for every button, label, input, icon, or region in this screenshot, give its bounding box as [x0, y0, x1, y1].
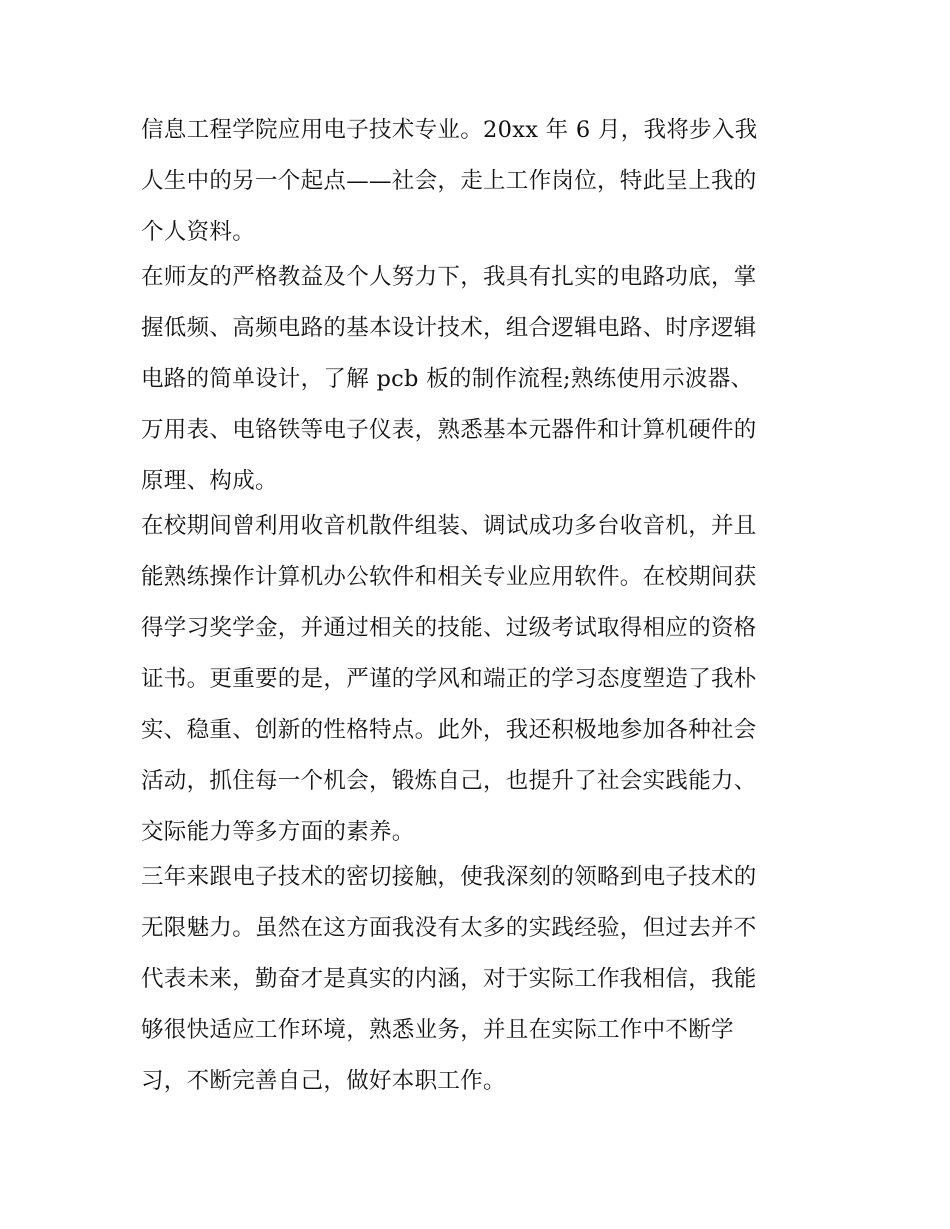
- text-line: 得学习奖学金，并通过相关的技能、过级考试取得相应的资格: [141, 615, 757, 641]
- document-body: [141, 110, 821, 1112]
- text-line: 习，不断完善自己，做好本职工作。: [141, 1068, 506, 1094]
- paragraph-1: [141, 110, 821, 257]
- text-line: 活动，抓住每一个机会，锻炼自己，也提升了社会实践能力、: [141, 768, 757, 794]
- text-line: 实、稳重、创新的性格特点。此外，我还积极地参加各种社会: [141, 717, 757, 743]
- text-line: 信息工程学院应用电子技术专业。20xx 年 6 月，我将步入我: [141, 117, 758, 143]
- paragraph-3: [141, 506, 821, 857]
- paragraph-2: [141, 257, 821, 506]
- text-line: 三年来跟电子技术的密切接触，使我深刻的领略到电子技术的: [141, 864, 757, 890]
- text-line: 握低频、高频电路的基本设计技术，组合逻辑电路、时序逻辑: [141, 315, 757, 341]
- text-line: 万用表、电铬铁等电子仪表，熟悉基本元器件和计算机硬件的: [141, 417, 757, 443]
- text-line: 能熟练操作计算机办公软件和相关专业应用软件。在校期间获: [141, 564, 757, 590]
- text-line: 原理、构成。: [141, 468, 278, 494]
- text-line: 电路的简单设计，了解 pcb 板的制作流程;熟练使用示波器、: [141, 366, 754, 392]
- text-line: 够很快适应工作环境，熟悉业务，并且在实际工作中不断学: [141, 1017, 734, 1043]
- text-line: 在校期间曾利用收音机散件组装、调试成功多台收音机，并且: [141, 513, 757, 539]
- text-line: 个人资料。: [141, 219, 256, 245]
- text-line: 交际能力等多方面的素养。: [141, 819, 415, 845]
- text-line: 代表未来，勤奋才是真实的内涵，对于实际工作我相信，我能: [141, 966, 757, 992]
- text-line: 人生中的另一个起点——社会，走上工作岗位，特此呈上我的: [141, 168, 757, 194]
- paragraph-4: [141, 857, 821, 1112]
- text-line: 在师友的严格教益及个人努力下，我具有扎实的电路功底，掌: [141, 264, 757, 290]
- text-line: 无限魅力。虽然在这方面我没有太多的实践经验，但过去并不: [141, 915, 757, 941]
- text-line: 证书。更重要的是，严谨的学风和端正的学习态度塑造了我朴: [141, 666, 757, 692]
